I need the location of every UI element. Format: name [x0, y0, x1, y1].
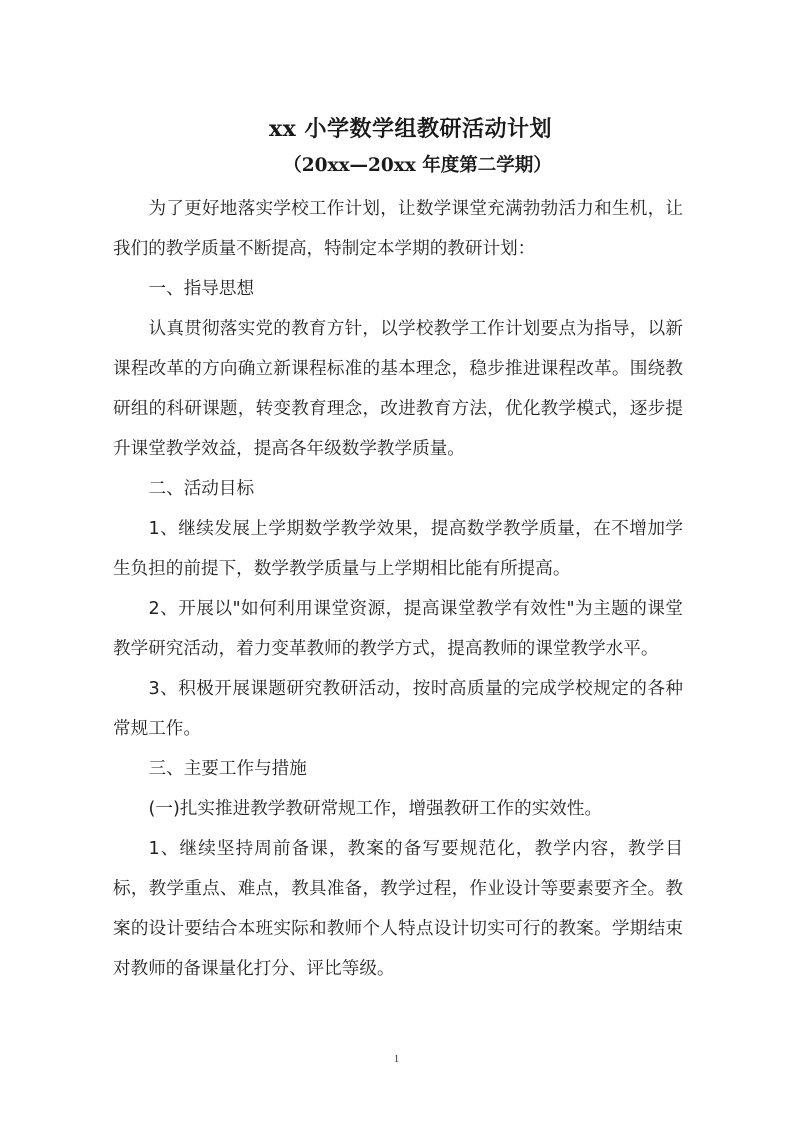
page-number: 1 [393, 1053, 400, 1065]
goal-item-2: 2、开展以"如何利用课堂资源，提高课堂教学有效性"为主题的课堂教学研究活动，着力变革教师的教学方式，提高教师的课堂教学水平。 [113, 599, 683, 659]
document-title: xx 小学数学组教研活动计划 [269, 116, 552, 142]
section-heading-main-work: 三、主要工作与措施 [148, 759, 307, 779]
section-heading-activity-goals: 二、活动目标 [148, 479, 255, 499]
goal-item-1: 1、继续发展上学期数学教学效果，提高数学教学质量，在不增加学生负担的前提下，数学教学质量与上学期相比能有所提高。 [113, 519, 683, 579]
goal-item-3: 3、积极开展课题研究教研活动，按时高质量的完成学校规定的各种常规工作。 [113, 679, 683, 739]
intro-paragraph: 为了更好地落实学校工作计划，让数学课堂充满勃勃活力和生机，让我们的教学质量不断提高，特制定本学期的教研计划： [113, 199, 683, 259]
body-paragraph: 认真贯彻落实党的教育方针，以学校教学工作计划要点为指导，以新课程改革的方向确立新课程标准的基本理念，稳步推进课程改革。围绕教研组的科研课题，转变教育理念，改进教育方法，优化教学模式，逐步提升课堂教学效益，提高各年级数学教学质量。 [113, 319, 683, 459]
subsection-heading-routine-work: (一)扎实推进教学教研常规工作，增强教研工作的实效性。 [148, 799, 603, 819]
work-item-1: 1、继续坚持周前备课，教案的备写要规范化，教学内容，教学目标，教学重点、难点，教具准备，教学过程，作业设计等要素要齐全。教案的设计要结合本班实际和教师个人特点设计切实可行的教案。学期结束对教师的备课量化打分、评比等级。 [113, 839, 683, 979]
section-heading-guiding-ideology: 一、指导思想 [148, 279, 255, 299]
document-body [113, 189, 683, 989]
document-subtitle: （20xx—20xx 年度第二学期） [283, 155, 552, 176]
